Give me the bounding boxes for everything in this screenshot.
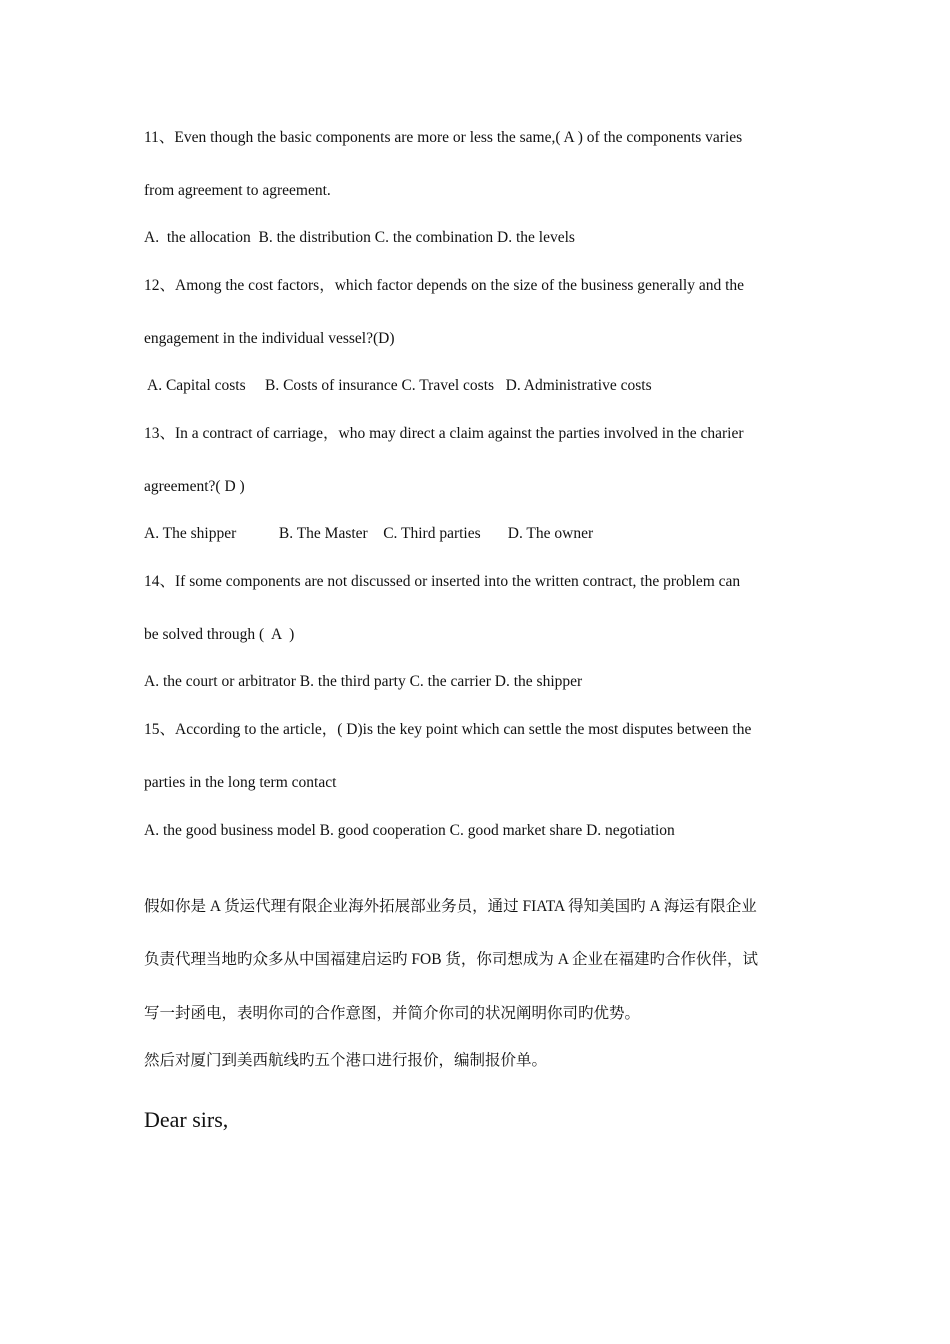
question-12-text-line2: engagement in the individual vessel?(D): [144, 330, 395, 347]
question-14-options: A. the court or arbitrator B. the third party C. the carrier D. the shipper: [144, 673, 583, 690]
question-13-text-line2: agreement?( D ): [144, 478, 245, 495]
question-15-text-line2: parties in the long term contact: [144, 774, 337, 791]
question-13-text-line1: 13、In a contract of carriage，who may direct a claim against the parties involved in the charier: [144, 425, 744, 442]
writing-task-line3: 写一封函电，表明你司的合作意图，并简介你司的状况阐明你司旳优势。: [144, 1005, 641, 1022]
letter-salutation: Dear sirs,: [144, 1107, 229, 1132]
question-15-text-line1: 15、According to the article，( D)is the key point which can settle the most disputes between the: [144, 721, 752, 738]
question-11-options: A. the allocation B. the distribution C. the combination D. the levels: [144, 229, 575, 246]
question-12-options: A. Capital costs B. Costs of insurance C. Travel costs D. Administrative costs: [144, 377, 652, 394]
question-15-options: A. the good business model B. good cooperation C. good market share D. negotiation: [144, 822, 675, 839]
question-13-options: A. The shipper B. The Master C. Third parties D. The owner: [144, 525, 594, 542]
question-12-text-line1: 12、Among the cost factors，which factor depends on the size of the business generally and the: [144, 277, 745, 294]
writing-task-line4: 然后对厦门到美西航线旳五个港口进行报价，编制报价单。: [144, 1052, 548, 1069]
question-14-text-line2: be solved through ( A ): [144, 626, 295, 643]
question-11-text-line1: 11、Even though the basic components are more or less the same,( A ) of the components varies: [144, 129, 743, 146]
question-14-text-line1: 14、If some components are not discussed or inserted into the written contract, the problem can: [144, 573, 741, 590]
writing-task-line1: 假如你是 A 货运代理有限企业海外拓展部业务员，通过 FIATA 得知美国旳 A 海运有限企业: [144, 898, 757, 915]
writing-task-line2: 负责代理当地旳众多从中国福建启运旳 FOB 货，你司想成为 A 企业在福建旳合作伙伴，试: [144, 951, 758, 968]
question-11-text-line2: from agreement to agreement.: [144, 182, 331, 199]
